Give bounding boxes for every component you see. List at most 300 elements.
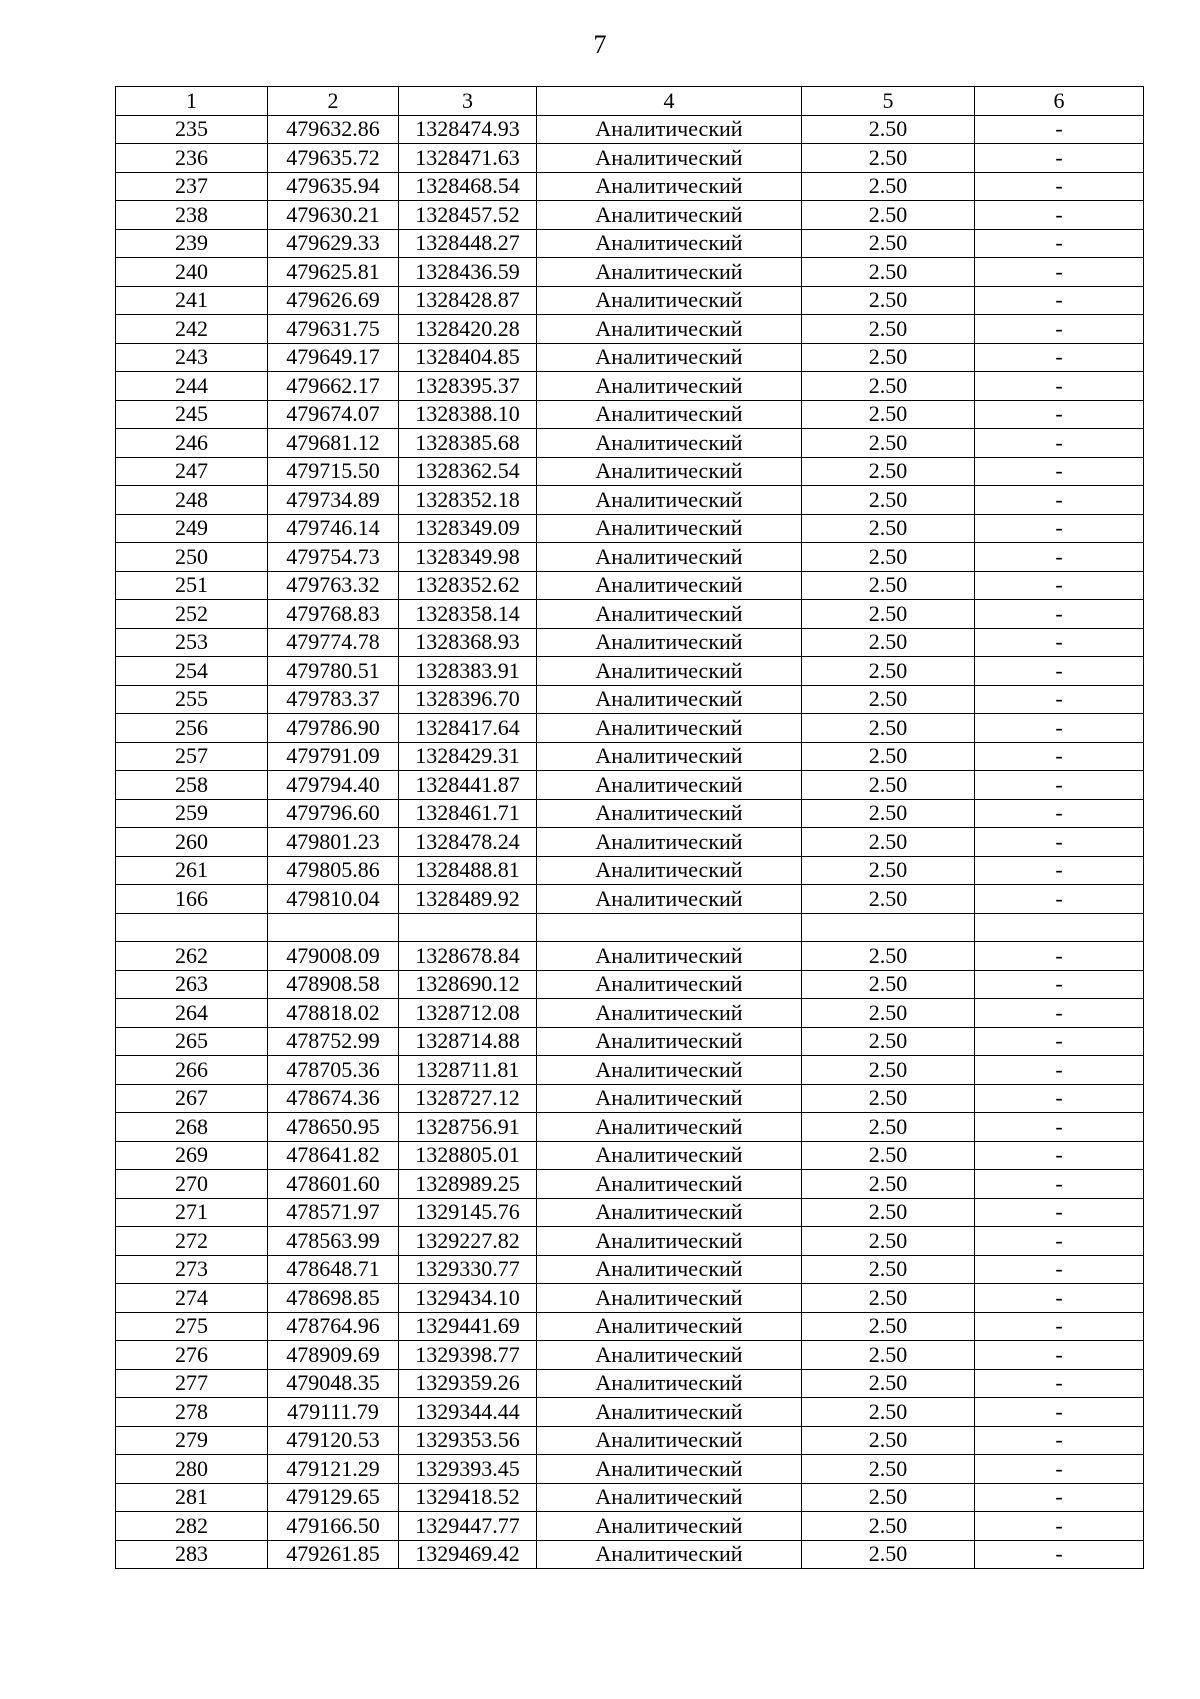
column-header-accuracy: 5 xyxy=(802,87,975,116)
cell-accuracy: 2.50 xyxy=(802,1398,975,1427)
table-body xyxy=(116,87,1144,1569)
cell-x-coordinate: 479801.23 xyxy=(268,828,399,857)
cell-method: Аналитический xyxy=(537,372,802,401)
cell-method xyxy=(537,913,802,942)
cell-note: - xyxy=(975,486,1144,515)
cell-x-coordinate: 479630.21 xyxy=(268,201,399,230)
cell-method: Аналитический xyxy=(537,286,802,315)
cell-y-coordinate: 1328358.14 xyxy=(399,600,537,629)
cell-accuracy: 2.50 xyxy=(802,628,975,657)
cell-x-coordinate: 478705.36 xyxy=(268,1056,399,1085)
cell-note: - xyxy=(975,1426,1144,1455)
cell-y-coordinate: 1328388.10 xyxy=(399,400,537,429)
cell-accuracy: 2.50 xyxy=(802,970,975,999)
table-row xyxy=(116,457,1144,486)
cell-point-number: 243 xyxy=(116,343,268,372)
cell-point-number: 273 xyxy=(116,1255,268,1284)
cell-y-coordinate: 1328448.27 xyxy=(399,229,537,258)
cell-note: - xyxy=(975,970,1144,999)
cell-point-number: 271 xyxy=(116,1198,268,1227)
table-row xyxy=(116,771,1144,800)
table-row xyxy=(116,1113,1144,1142)
cell-accuracy: 2.50 xyxy=(802,1284,975,1313)
cell-y-coordinate: 1329398.77 xyxy=(399,1341,537,1370)
cell-method: Аналитический xyxy=(537,714,802,743)
table-row xyxy=(116,1369,1144,1398)
cell-note: - xyxy=(975,856,1144,885)
cell-y-coordinate: 1328471.63 xyxy=(399,144,537,173)
cell-method: Аналитический xyxy=(537,571,802,600)
cell-x-coordinate: 479810.04 xyxy=(268,885,399,914)
cell-note: - xyxy=(975,229,1144,258)
cell-x-coordinate: 479008.09 xyxy=(268,942,399,971)
cell-accuracy: 2.50 xyxy=(802,1512,975,1541)
cell-point-number: 257 xyxy=(116,742,268,771)
cell-point-number: 272 xyxy=(116,1227,268,1256)
cell-method: Аналитический xyxy=(537,229,802,258)
cell-method: Аналитический xyxy=(537,1227,802,1256)
table-row xyxy=(116,1426,1144,1455)
cell-point-number: 166 xyxy=(116,885,268,914)
table-row xyxy=(116,115,1144,144)
cell-x-coordinate: 479129.65 xyxy=(268,1483,399,1512)
cell-note xyxy=(975,913,1144,942)
cell-note: - xyxy=(975,828,1144,857)
table-row xyxy=(116,628,1144,657)
cell-y-coordinate: 1328385.68 xyxy=(399,429,537,458)
cell-note: - xyxy=(975,1084,1144,1113)
cell-x-coordinate: 479805.86 xyxy=(268,856,399,885)
cell-accuracy: 2.50 xyxy=(802,657,975,686)
cell-note: - xyxy=(975,286,1144,315)
cell-point-number: 264 xyxy=(116,999,268,1028)
cell-y-coordinate: 1329393.45 xyxy=(399,1455,537,1484)
cell-method: Аналитический xyxy=(537,144,802,173)
cell-x-coordinate: 479626.69 xyxy=(268,286,399,315)
cell-accuracy: 2.50 xyxy=(802,201,975,230)
column-header-y-coordinate: 3 xyxy=(399,87,537,116)
cell-method: Аналитический xyxy=(537,1170,802,1199)
cell-accuracy: 2.50 xyxy=(802,172,975,201)
table-row xyxy=(116,1170,1144,1199)
cell-y-coordinate: 1329344.44 xyxy=(399,1398,537,1427)
cell-accuracy: 2.50 xyxy=(802,1341,975,1370)
cell-y-coordinate: 1328362.54 xyxy=(399,457,537,486)
cell-note: - xyxy=(975,1056,1144,1085)
cell-point-number: 259 xyxy=(116,799,268,828)
cell-x-coordinate: 478818.02 xyxy=(268,999,399,1028)
cell-accuracy: 2.50 xyxy=(802,714,975,743)
cell-accuracy: 2.50 xyxy=(802,1312,975,1341)
cell-note: - xyxy=(975,628,1144,657)
cell-note: - xyxy=(975,115,1144,144)
cell-method: Аналитический xyxy=(537,942,802,971)
cell-point-number: 242 xyxy=(116,315,268,344)
cell-note: - xyxy=(975,372,1144,401)
table-row xyxy=(116,1483,1144,1512)
cell-accuracy: 2.50 xyxy=(802,999,975,1028)
cell-x-coordinate: 479786.90 xyxy=(268,714,399,743)
cell-accuracy: 2.50 xyxy=(802,1113,975,1142)
cell-point-number: 250 xyxy=(116,543,268,572)
table-row xyxy=(116,999,1144,1028)
cell-y-coordinate: 1328711.81 xyxy=(399,1056,537,1085)
table-row xyxy=(116,885,1144,914)
cell-y-coordinate: 1328349.98 xyxy=(399,543,537,572)
table-row xyxy=(116,1312,1144,1341)
cell-point-number: 268 xyxy=(116,1113,268,1142)
cell-method: Аналитический xyxy=(537,1312,802,1341)
cell-note: - xyxy=(975,258,1144,287)
cell-accuracy: 2.50 xyxy=(802,856,975,885)
cell-note: - xyxy=(975,885,1144,914)
table-row xyxy=(116,828,1144,857)
table-row xyxy=(116,258,1144,287)
cell-accuracy: 2.50 xyxy=(802,315,975,344)
cell-accuracy: 2.50 xyxy=(802,400,975,429)
table-row xyxy=(116,1056,1144,1085)
cell-x-coordinate: 479662.17 xyxy=(268,372,399,401)
cell-method: Аналитический xyxy=(537,343,802,372)
cell-point-number: 245 xyxy=(116,400,268,429)
cell-method: Аналитический xyxy=(537,1483,802,1512)
cell-accuracy: 2.50 xyxy=(802,685,975,714)
cell-y-coordinate: 1328474.93 xyxy=(399,115,537,144)
table-row xyxy=(116,1455,1144,1484)
table-row xyxy=(116,856,1144,885)
cell-accuracy: 2.50 xyxy=(802,1141,975,1170)
cell-method: Аналитический xyxy=(537,999,802,1028)
cell-x-coordinate: 478752.99 xyxy=(268,1027,399,1056)
cell-note: - xyxy=(975,1369,1144,1398)
cell-point-number: 253 xyxy=(116,628,268,657)
cell-y-coordinate: 1328678.84 xyxy=(399,942,537,971)
cell-point-number: 274 xyxy=(116,1284,268,1313)
cell-point-number: 236 xyxy=(116,144,268,173)
cell-accuracy: 2.50 xyxy=(802,543,975,572)
column-header-method: 4 xyxy=(537,87,802,116)
cell-accuracy: 2.50 xyxy=(802,1540,975,1569)
cell-y-coordinate: 1328489.92 xyxy=(399,885,537,914)
cell-y-coordinate: 1328714.88 xyxy=(399,1027,537,1056)
cell-note: - xyxy=(975,1341,1144,1370)
cell-accuracy: 2.50 xyxy=(802,600,975,629)
cell-y-coordinate: 1328468.54 xyxy=(399,172,537,201)
cell-y-coordinate: 1328727.12 xyxy=(399,1084,537,1113)
cell-note: - xyxy=(975,942,1144,971)
cell-accuracy: 2.50 xyxy=(802,771,975,800)
table-row xyxy=(116,742,1144,771)
cell-method: Аналитический xyxy=(537,1426,802,1455)
cell-point-number: 270 xyxy=(116,1170,268,1199)
cell-note: - xyxy=(975,799,1144,828)
table-row xyxy=(116,1341,1144,1370)
cell-point-number: 240 xyxy=(116,258,268,287)
cell-method: Аналитический xyxy=(537,1084,802,1113)
cell-accuracy: 2.50 xyxy=(802,115,975,144)
cell-point-number: 267 xyxy=(116,1084,268,1113)
cell-y-coordinate: 1328349.09 xyxy=(399,514,537,543)
cell-method: Аналитический xyxy=(537,1455,802,1484)
cell-y-coordinate: 1329145.76 xyxy=(399,1198,537,1227)
table-row xyxy=(116,343,1144,372)
cell-accuracy: 2.50 xyxy=(802,1483,975,1512)
cell-note: - xyxy=(975,144,1144,173)
cell-y-coordinate: 1328441.87 xyxy=(399,771,537,800)
cell-note: - xyxy=(975,571,1144,600)
column-header-point-number: 1 xyxy=(116,87,268,116)
cell-method: Аналитический xyxy=(537,685,802,714)
table-row xyxy=(116,1255,1144,1284)
cell-y-coordinate: 1328352.18 xyxy=(399,486,537,515)
cell-y-coordinate: 1328457.52 xyxy=(399,201,537,230)
cell-x-coordinate: 479763.32 xyxy=(268,571,399,600)
cell-note: - xyxy=(975,543,1144,572)
cell-x-coordinate: 479794.40 xyxy=(268,771,399,800)
cell-method: Аналитический xyxy=(537,885,802,914)
cell-x-coordinate: 479780.51 xyxy=(268,657,399,686)
cell-y-coordinate: 1329353.56 xyxy=(399,1426,537,1455)
cell-point-number: 279 xyxy=(116,1426,268,1455)
coordinates-table xyxy=(115,86,1144,1569)
cell-note: - xyxy=(975,315,1144,344)
cell-method: Аналитический xyxy=(537,201,802,230)
cell-note: - xyxy=(975,1455,1144,1484)
cell-method: Аналитический xyxy=(537,856,802,885)
cell-method: Аналитический xyxy=(537,970,802,999)
cell-note: - xyxy=(975,742,1144,771)
cell-note: - xyxy=(975,343,1144,372)
cell-y-coordinate: 1328368.93 xyxy=(399,628,537,657)
cell-method: Аналитический xyxy=(537,514,802,543)
cell-x-coordinate: 479791.09 xyxy=(268,742,399,771)
cell-method: Аналитический xyxy=(537,771,802,800)
cell-x-coordinate: 479635.72 xyxy=(268,144,399,173)
cell-x-coordinate: 479166.50 xyxy=(268,1512,399,1541)
cell-accuracy: 2.50 xyxy=(802,144,975,173)
cell-y-coordinate: 1328420.28 xyxy=(399,315,537,344)
cell-y-coordinate: 1328805.01 xyxy=(399,1141,537,1170)
cell-x-coordinate: 478648.71 xyxy=(268,1255,399,1284)
table-row xyxy=(116,229,1144,258)
table-row xyxy=(116,1512,1144,1541)
cell-method: Аналитический xyxy=(537,1113,802,1142)
cell-x-coordinate: 479715.50 xyxy=(268,457,399,486)
cell-point-number: 248 xyxy=(116,486,268,515)
cell-x-coordinate: 478909.69 xyxy=(268,1341,399,1370)
cell-x-coordinate: 479120.53 xyxy=(268,1426,399,1455)
cell-y-coordinate: 1329469.42 xyxy=(399,1540,537,1569)
cell-note: - xyxy=(975,714,1144,743)
cell-point-number: 283 xyxy=(116,1540,268,1569)
cell-point-number: 246 xyxy=(116,429,268,458)
table-row xyxy=(116,1141,1144,1170)
cell-point-number: 261 xyxy=(116,856,268,885)
cell-point-number: 262 xyxy=(116,942,268,971)
cell-point-number: 239 xyxy=(116,229,268,258)
cell-note: - xyxy=(975,771,1144,800)
cell-accuracy: 2.50 xyxy=(802,229,975,258)
cell-x-coordinate: 479649.17 xyxy=(268,343,399,372)
cell-note: - xyxy=(975,1540,1144,1569)
table-row xyxy=(116,600,1144,629)
cell-y-coordinate: 1328488.81 xyxy=(399,856,537,885)
cell-method: Аналитический xyxy=(537,628,802,657)
cell-note: - xyxy=(975,1284,1144,1313)
table-row xyxy=(116,942,1144,971)
table-row xyxy=(116,714,1144,743)
cell-note: - xyxy=(975,600,1144,629)
cell-x-coordinate: 479261.85 xyxy=(268,1540,399,1569)
cell-point-number: 269 xyxy=(116,1141,268,1170)
table-header-row xyxy=(116,87,1144,116)
table-row xyxy=(116,571,1144,600)
table-row xyxy=(116,799,1144,828)
cell-y-coordinate: 1328396.70 xyxy=(399,685,537,714)
cell-note: - xyxy=(975,1198,1144,1227)
cell-note: - xyxy=(975,429,1144,458)
cell-accuracy xyxy=(802,913,975,942)
cell-y-coordinate: 1329434.10 xyxy=(399,1284,537,1313)
cell-method: Аналитический xyxy=(537,486,802,515)
table-row xyxy=(116,172,1144,201)
cell-y-coordinate: 1328417.64 xyxy=(399,714,537,743)
cell-point-number: 237 xyxy=(116,172,268,201)
table-row xyxy=(116,144,1144,173)
cell-point-number: 281 xyxy=(116,1483,268,1512)
cell-method: Аналитический xyxy=(537,828,802,857)
cell-x-coordinate: 479768.83 xyxy=(268,600,399,629)
cell-method: Аналитический xyxy=(537,742,802,771)
cell-point-number: 280 xyxy=(116,1455,268,1484)
cell-method: Аналитический xyxy=(537,1198,802,1227)
cell-accuracy: 2.50 xyxy=(802,457,975,486)
cell-y-coordinate: 1328395.37 xyxy=(399,372,537,401)
cell-method: Аналитический xyxy=(537,172,802,201)
cell-method: Аналитический xyxy=(537,258,802,287)
table-row xyxy=(116,514,1144,543)
cell-note: - xyxy=(975,1255,1144,1284)
cell-y-coordinate: 1328436.59 xyxy=(399,258,537,287)
cell-accuracy: 2.50 xyxy=(802,429,975,458)
cell-y-coordinate: 1328383.91 xyxy=(399,657,537,686)
cell-x-coordinate: 478698.85 xyxy=(268,1284,399,1313)
cell-x-coordinate: 478908.58 xyxy=(268,970,399,999)
cell-y-coordinate: 1328989.25 xyxy=(399,1170,537,1199)
table-row xyxy=(116,286,1144,315)
cell-x-coordinate: 479121.29 xyxy=(268,1455,399,1484)
cell-accuracy: 2.50 xyxy=(802,742,975,771)
table-row xyxy=(116,685,1144,714)
cell-accuracy: 2.50 xyxy=(802,942,975,971)
cell-accuracy: 2.50 xyxy=(802,1170,975,1199)
table-row xyxy=(116,1227,1144,1256)
cell-point-number: 255 xyxy=(116,685,268,714)
cell-point-number: 247 xyxy=(116,457,268,486)
cell-method: Аналитический xyxy=(537,1255,802,1284)
cell-point-number: 251 xyxy=(116,571,268,600)
cell-y-coordinate: 1329418.52 xyxy=(399,1483,537,1512)
cell-accuracy: 2.50 xyxy=(802,514,975,543)
cell-accuracy: 2.50 xyxy=(802,1227,975,1256)
column-header-x-coordinate: 2 xyxy=(268,87,399,116)
cell-y-coordinate: 1328756.91 xyxy=(399,1113,537,1142)
table-row xyxy=(116,315,1144,344)
table-row xyxy=(116,1198,1144,1227)
cell-x-coordinate: 478601.60 xyxy=(268,1170,399,1199)
cell-y-coordinate: 1329330.77 xyxy=(399,1255,537,1284)
cell-note: - xyxy=(975,1027,1144,1056)
cell-y-coordinate: 1328428.87 xyxy=(399,286,537,315)
cell-y-coordinate: 1328352.62 xyxy=(399,571,537,600)
table-row xyxy=(116,657,1144,686)
cell-x-coordinate: 479111.79 xyxy=(268,1398,399,1427)
cell-accuracy: 2.50 xyxy=(802,1255,975,1284)
cell-accuracy: 2.50 xyxy=(802,799,975,828)
cell-x-coordinate: 479635.94 xyxy=(268,172,399,201)
cell-x-coordinate: 479783.37 xyxy=(268,685,399,714)
cell-point-number: 244 xyxy=(116,372,268,401)
cell-method: Аналитический xyxy=(537,1284,802,1313)
cell-note: - xyxy=(975,514,1144,543)
cell-method: Аналитический xyxy=(537,1027,802,1056)
cell-y-coordinate: 1328429.31 xyxy=(399,742,537,771)
cell-point-number: 258 xyxy=(116,771,268,800)
cell-method: Аналитический xyxy=(537,1141,802,1170)
cell-x-coordinate: 479754.73 xyxy=(268,543,399,572)
table-row-blank xyxy=(116,913,1144,942)
cell-note: - xyxy=(975,1113,1144,1142)
cell-x-coordinate: 479625.81 xyxy=(268,258,399,287)
cell-point-number: 266 xyxy=(116,1056,268,1085)
cell-point-number: 260 xyxy=(116,828,268,857)
cell-x-coordinate: 478571.97 xyxy=(268,1198,399,1227)
cell-method: Аналитический xyxy=(537,457,802,486)
cell-accuracy: 2.50 xyxy=(802,571,975,600)
table-row xyxy=(116,429,1144,458)
cell-method: Аналитический xyxy=(537,1369,802,1398)
cell-accuracy: 2.50 xyxy=(802,343,975,372)
cell-accuracy: 2.50 xyxy=(802,258,975,287)
cell-point-number: 276 xyxy=(116,1341,268,1370)
cell-point-number: 256 xyxy=(116,714,268,743)
cell-point-number: 241 xyxy=(116,286,268,315)
cell-x-coordinate: 479746.14 xyxy=(268,514,399,543)
cell-accuracy: 2.50 xyxy=(802,486,975,515)
cell-point-number: 282 xyxy=(116,1512,268,1541)
cell-x-coordinate: 478650.95 xyxy=(268,1113,399,1142)
cell-x-coordinate xyxy=(268,913,399,942)
cell-point-number: 252 xyxy=(116,600,268,629)
cell-accuracy: 2.50 xyxy=(802,286,975,315)
cell-note: - xyxy=(975,1398,1144,1427)
table-row xyxy=(116,1540,1144,1569)
cell-method: Аналитический xyxy=(537,1056,802,1085)
cell-y-coordinate xyxy=(399,913,537,942)
cell-accuracy: 2.50 xyxy=(802,885,975,914)
cell-y-coordinate: 1328712.08 xyxy=(399,999,537,1028)
cell-point-number: 254 xyxy=(116,657,268,686)
cell-point-number: 277 xyxy=(116,1369,268,1398)
cell-method: Аналитический xyxy=(537,657,802,686)
cell-x-coordinate: 479734.89 xyxy=(268,486,399,515)
table-row xyxy=(116,372,1144,401)
cell-x-coordinate: 478563.99 xyxy=(268,1227,399,1256)
cell-note: - xyxy=(975,172,1144,201)
cell-method: Аналитический xyxy=(537,115,802,144)
cell-x-coordinate: 478764.96 xyxy=(268,1312,399,1341)
cell-x-coordinate: 478641.82 xyxy=(268,1141,399,1170)
